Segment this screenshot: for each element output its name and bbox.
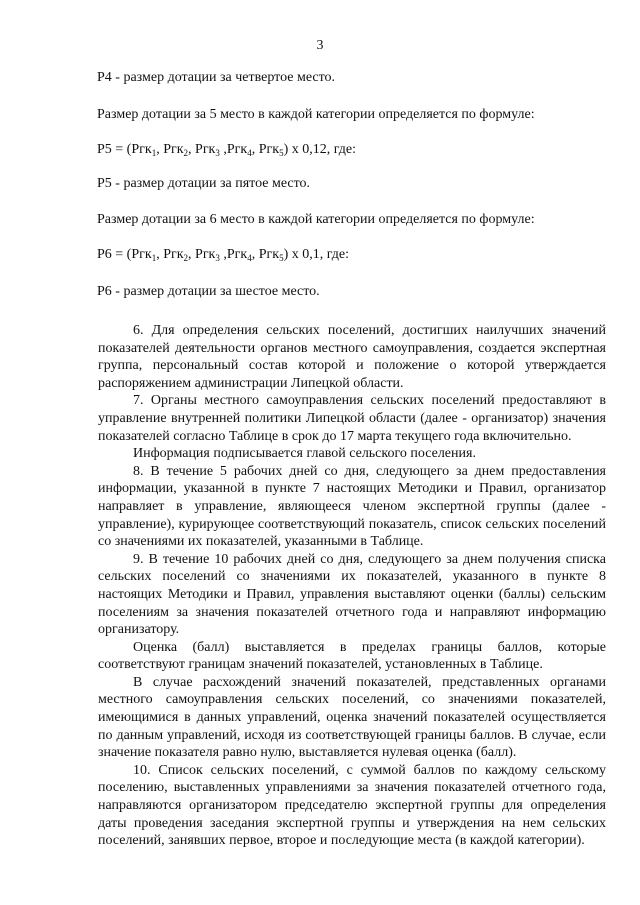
subscript: 5: [279, 148, 284, 158]
formula-text: ) х 0,1, где:: [283, 247, 349, 262]
paragraph-6: 6. Для определения сельских поселений, достигших наилучших значений показателей деятельности органов местного самоуправления, создается экспертная группа, персональный состав которой и положение о которой утверждается распоряжением администрации Липецкой области.: [98, 323, 606, 391]
subscript: 2: [183, 148, 189, 158]
formula-text: ) х 0,12, где:: [283, 142, 356, 157]
formula-text: Р5 = (Ргк: [97, 142, 152, 157]
p6-definition: Р6 - размер дотации за шестое место.: [97, 284, 320, 299]
paragraph-7: 7. Органы местного самоуправления сельских поселений предоставляют в управление внутренней политики Липецкой области (далее - организатор) значения показателей согласно Таблице в срок до 17 марта текущего года включительно.: [98, 393, 606, 444]
p6-formula: [97, 246, 617, 264]
paragraph-8: 8. В течение 5 рабочих дней со дня, следующего за днем предоставления информации, указанной в пункте 7 настоящих Методики и Правил, организатор направляет в управление, являющееся членом экспертной группы (далее - управление), курирующее соответствующий показатель, список сельских поселений со значениями их показателей, указанными в Таблице.: [98, 463, 606, 550]
formula-text: , Ргк: [156, 247, 184, 262]
subscript: 5: [279, 253, 284, 263]
p5-intro: Размер дотации за 5 место в каждой категории определяется по формуле:: [97, 107, 535, 122]
subscript: 4: [247, 148, 252, 158]
p4-definition: Р4 - размер дотации за четвертое место.: [97, 70, 336, 85]
p5-formula: [97, 141, 617, 159]
subscript: 3: [215, 148, 220, 158]
subscript: 3: [215, 253, 220, 263]
subscript: 1: [151, 253, 157, 263]
formula-text: , Ргк: [188, 247, 216, 262]
formula-text: , Ргк: [188, 142, 216, 157]
page-number: 3: [316, 38, 324, 53]
subscript: 1: [151, 148, 157, 158]
formula-text: Р6 = (Ргк: [97, 247, 152, 262]
p6-intro: Размер дотации за 6 место в каждой категории определяется по формуле:: [97, 212, 535, 227]
subscript: 4: [247, 253, 252, 263]
formula-text: , Ргк: [251, 247, 280, 262]
formula-text: , Ргк: [251, 142, 280, 157]
formula-text: ,Ргк: [219, 247, 248, 262]
paragraph-discrepancy: В случае расхождений значений показателей, представленных органами местного самоуправления сельских поселений, со значениями показателей, имеющимися в данных управлений, оценка значений показателей осуществляется по данным управлений, исходя из соответствующей границы баллов. В случае, если значение показателя равно нулю, выставляется нулевая оценка (балл).: [98, 674, 606, 761]
document-body: [98, 322, 606, 850]
subscript: 2: [183, 253, 189, 263]
paragraph-9: 9. В течение 10 рабочих дней со дня, следующего за днем получения списка сельских поселений со значениями их показателей, указанного в пункте 8 настоящих Методики и Правил, управления выставляют оценки (баллы) сельским поселениям за значения показателей отчетного года и направляют информацию организатору.: [98, 551, 606, 638]
formula-text: , Ргк: [156, 142, 184, 157]
paragraph-signature-note: Информация подписывается главой сельского поселения.: [133, 446, 476, 462]
paragraph-score-note: Оценка (балл) выставляется в пределах границы баллов, которые соответствуют границам значений показателей, установленных в Таблице.: [98, 639, 606, 673]
formula-text: ,Ргк: [219, 142, 248, 157]
p5-definition: Р5 - размер дотации за пятое место.: [97, 176, 311, 191]
paragraph-10: 10. Список сельских поселений, с суммой баллов по каждому сельскому поселению, выставленных управлениями за значения показателей отчетного года, направляются организатором председателю экспертной группы для определения даты проведения заседания экспертной группы и утверждения на нем сельских поселений, занявших первое, второе и последующие места (в каждой категории).: [98, 762, 606, 849]
